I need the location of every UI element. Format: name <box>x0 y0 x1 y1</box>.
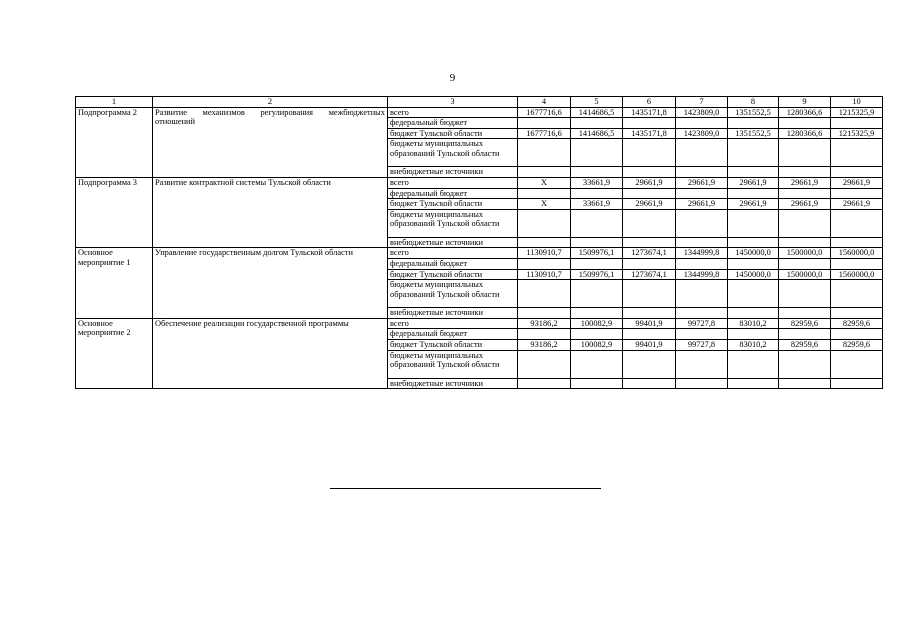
header-row <box>76 97 883 108</box>
table-row <box>76 318 883 329</box>
value-cell <box>728 350 779 378</box>
page-number: 9 <box>449 72 456 84</box>
value-cell: 1509976,1 <box>571 269 623 280</box>
value-cell <box>831 209 883 237</box>
table-row <box>76 107 883 118</box>
value-cell <box>571 308 623 319</box>
value-cell <box>571 118 623 129</box>
value-cell: 1423809,0 <box>676 128 728 139</box>
value-cell: 29661,9 <box>831 177 883 188</box>
funding-source-federal: федеральный бюджет <box>388 258 518 269</box>
value-cell: 1500000,0 <box>779 269 831 280</box>
header-cell: 10 <box>831 97 883 108</box>
value-cell: 1450000,0 <box>728 269 779 280</box>
value-cell: 1560000,0 <box>831 269 883 280</box>
value-cell <box>779 280 831 308</box>
value-cell: 29661,9 <box>728 177 779 188</box>
value-cell <box>518 237 571 248</box>
value-cell: 1215325,9 <box>831 107 883 118</box>
value-cell <box>728 118 779 129</box>
funding-source-extra: внебюджетные источники <box>388 308 518 319</box>
value-cell: X <box>518 177 571 188</box>
table-row <box>76 177 883 188</box>
value-cell <box>623 258 676 269</box>
funding-source-total: всего <box>388 248 518 259</box>
value-cell <box>676 118 728 129</box>
header-cell: 6 <box>623 97 676 108</box>
value-cell <box>728 237 779 248</box>
value-cell <box>831 167 883 178</box>
value-cell <box>728 167 779 178</box>
funding-source-municipal: бюджеты муниципальных образований Тульской области <box>388 280 518 308</box>
value-cell <box>676 280 728 308</box>
value-cell: 1351552,5 <box>728 107 779 118</box>
value-cell <box>728 280 779 308</box>
value-cell <box>779 350 831 378</box>
program-code: Подпрограмма 3 <box>76 177 153 247</box>
value-cell <box>518 378 571 389</box>
value-cell: 93186,2 <box>518 318 571 329</box>
value-cell <box>518 258 571 269</box>
header-cell: 3 <box>388 97 518 108</box>
value-cell <box>571 350 623 378</box>
value-cell <box>779 167 831 178</box>
value-cell <box>779 308 831 319</box>
value-cell: 33661,9 <box>571 199 623 210</box>
value-cell <box>571 139 623 167</box>
header-cell: 1 <box>76 97 153 108</box>
value-cell: 1414686,5 <box>571 107 623 118</box>
value-cell: 1560000,0 <box>831 248 883 259</box>
value-cell: 29661,9 <box>831 199 883 210</box>
header-cell: 7 <box>676 97 728 108</box>
value-cell: 99401,9 <box>623 339 676 350</box>
value-cell: 1130910,7 <box>518 269 571 280</box>
value-cell <box>623 329 676 340</box>
funding-source-regional: бюджет Тульской области <box>388 199 518 210</box>
program-code: Основное мероприятие 2 <box>76 318 153 388</box>
value-cell <box>676 258 728 269</box>
value-cell: 29661,9 <box>779 199 831 210</box>
value-cell <box>518 308 571 319</box>
value-cell <box>831 350 883 378</box>
value-cell: X <box>518 199 571 210</box>
value-cell <box>728 308 779 319</box>
value-cell <box>779 139 831 167</box>
header-cell: 9 <box>779 97 831 108</box>
funding-source-extra: внебюджетные источники <box>388 378 518 389</box>
value-cell: 1500000,0 <box>779 248 831 259</box>
value-cell <box>518 118 571 129</box>
value-cell <box>728 209 779 237</box>
value-cell: 1280366,6 <box>779 107 831 118</box>
value-cell <box>623 350 676 378</box>
value-cell <box>831 237 883 248</box>
value-cell <box>571 167 623 178</box>
value-cell: 1351552,5 <box>728 128 779 139</box>
value-cell: 100082,9 <box>571 318 623 329</box>
funding-source-total: всего <box>388 318 518 329</box>
value-cell <box>831 258 883 269</box>
value-cell: 1423809,0 <box>676 107 728 118</box>
value-cell: 100082,9 <box>571 339 623 350</box>
value-cell <box>831 378 883 389</box>
value-cell <box>676 209 728 237</box>
value-cell <box>571 378 623 389</box>
program-name: Развитие механизмов регулирования межбюджетных отношений <box>153 107 388 177</box>
funding-source-federal: федеральный бюджет <box>388 118 518 129</box>
value-cell: 1273674,1 <box>623 269 676 280</box>
value-cell: 1130910,7 <box>518 248 571 259</box>
header-cell: 8 <box>728 97 779 108</box>
funding-source-total: всего <box>388 177 518 188</box>
program-code: Основное мероприятие 1 <box>76 248 153 318</box>
value-cell <box>623 237 676 248</box>
value-cell <box>518 329 571 340</box>
value-cell: 29661,9 <box>779 177 831 188</box>
value-cell: 1677716,6 <box>518 107 571 118</box>
funding-source-extra: внебюджетные источники <box>388 167 518 178</box>
value-cell <box>676 139 728 167</box>
funding-source-total: всего <box>388 107 518 118</box>
value-cell: 82959,6 <box>779 339 831 350</box>
value-cell <box>676 350 728 378</box>
value-cell <box>571 280 623 308</box>
value-cell: 1215325,9 <box>831 128 883 139</box>
value-cell <box>623 167 676 178</box>
value-cell: 29661,9 <box>676 177 728 188</box>
value-cell: 1344999,8 <box>676 269 728 280</box>
value-cell <box>728 329 779 340</box>
value-cell: 1450000,0 <box>728 248 779 259</box>
value-cell <box>831 280 883 308</box>
value-cell <box>831 308 883 319</box>
value-cell <box>779 209 831 237</box>
value-cell: 1677716,6 <box>518 128 571 139</box>
funding-source-regional: бюджет Тульской области <box>388 269 518 280</box>
value-cell: 83010,2 <box>728 318 779 329</box>
value-cell: 93186,2 <box>518 339 571 350</box>
value-cell <box>728 139 779 167</box>
value-cell <box>779 188 831 199</box>
value-cell: 29661,9 <box>623 199 676 210</box>
value-cell <box>571 237 623 248</box>
program-code: Подпрограмма 2 <box>76 107 153 177</box>
funding-source-regional: бюджет Тульской области <box>388 128 518 139</box>
value-cell <box>676 188 728 199</box>
value-cell <box>518 209 571 237</box>
value-cell: 33661,9 <box>571 177 623 188</box>
value-cell <box>676 167 728 178</box>
value-cell <box>779 378 831 389</box>
value-cell <box>518 280 571 308</box>
value-cell: 99727,8 <box>676 318 728 329</box>
value-cell <box>518 139 571 167</box>
value-cell: 99401,9 <box>623 318 676 329</box>
value-cell <box>571 209 623 237</box>
value-cell <box>623 308 676 319</box>
value-cell <box>518 350 571 378</box>
value-cell: 29661,9 <box>623 177 676 188</box>
value-cell <box>676 329 728 340</box>
value-cell <box>779 258 831 269</box>
funding-source-municipal: бюджеты муниципальных образований Тульской области <box>388 209 518 237</box>
funding-source-federal: федеральный бюджет <box>388 188 518 199</box>
value-cell: 1344999,8 <box>676 248 728 259</box>
value-cell <box>623 280 676 308</box>
value-cell <box>728 378 779 389</box>
value-cell <box>779 237 831 248</box>
program-name: Развитие контрактной системы Тульской области <box>153 177 388 247</box>
value-cell <box>623 378 676 389</box>
value-cell <box>831 329 883 340</box>
value-cell <box>728 188 779 199</box>
value-cell <box>676 308 728 319</box>
value-cell: 29661,9 <box>728 199 779 210</box>
value-cell <box>676 378 728 389</box>
value-cell <box>779 329 831 340</box>
program-name: Управление государственным долгом Тульской области <box>153 248 388 318</box>
value-cell <box>571 188 623 199</box>
value-cell <box>623 188 676 199</box>
value-cell <box>518 167 571 178</box>
value-cell: 1414686,5 <box>571 128 623 139</box>
value-cell: 83010,2 <box>728 339 779 350</box>
funding-source-regional: бюджет Тульской области <box>388 339 518 350</box>
value-cell <box>623 118 676 129</box>
header-cell: 5 <box>571 97 623 108</box>
value-cell <box>831 188 883 199</box>
value-cell <box>623 209 676 237</box>
value-cell <box>571 258 623 269</box>
value-cell <box>728 258 779 269</box>
value-cell: 1273674,1 <box>623 248 676 259</box>
value-cell <box>831 139 883 167</box>
footer-divider <box>330 488 601 489</box>
header-cell: 4 <box>518 97 571 108</box>
value-cell: 29661,9 <box>676 199 728 210</box>
value-cell <box>571 329 623 340</box>
value-cell: 1280366,6 <box>779 128 831 139</box>
value-cell: 82959,6 <box>831 318 883 329</box>
value-cell <box>676 237 728 248</box>
value-cell: 99727,8 <box>676 339 728 350</box>
value-cell <box>518 188 571 199</box>
budget-table <box>75 96 883 389</box>
program-name: Обеспечение реализации государственной программы <box>153 318 388 388</box>
value-cell <box>779 118 831 129</box>
funding-source-federal: федеральный бюджет <box>388 329 518 340</box>
funding-source-municipal: бюджеты муниципальных образований Тульской области <box>388 139 518 167</box>
value-cell: 1435171,8 <box>623 107 676 118</box>
value-cell <box>623 139 676 167</box>
table-row <box>76 248 883 259</box>
value-cell: 1509976,1 <box>571 248 623 259</box>
value-cell: 82959,6 <box>831 339 883 350</box>
value-cell: 82959,6 <box>779 318 831 329</box>
header-cell: 2 <box>153 97 388 108</box>
value-cell <box>831 118 883 129</box>
funding-source-municipal: бюджеты муниципальных образований Тульской области <box>388 350 518 378</box>
funding-source-extra: внебюджетные источники <box>388 237 518 248</box>
value-cell: 1435171,8 <box>623 128 676 139</box>
